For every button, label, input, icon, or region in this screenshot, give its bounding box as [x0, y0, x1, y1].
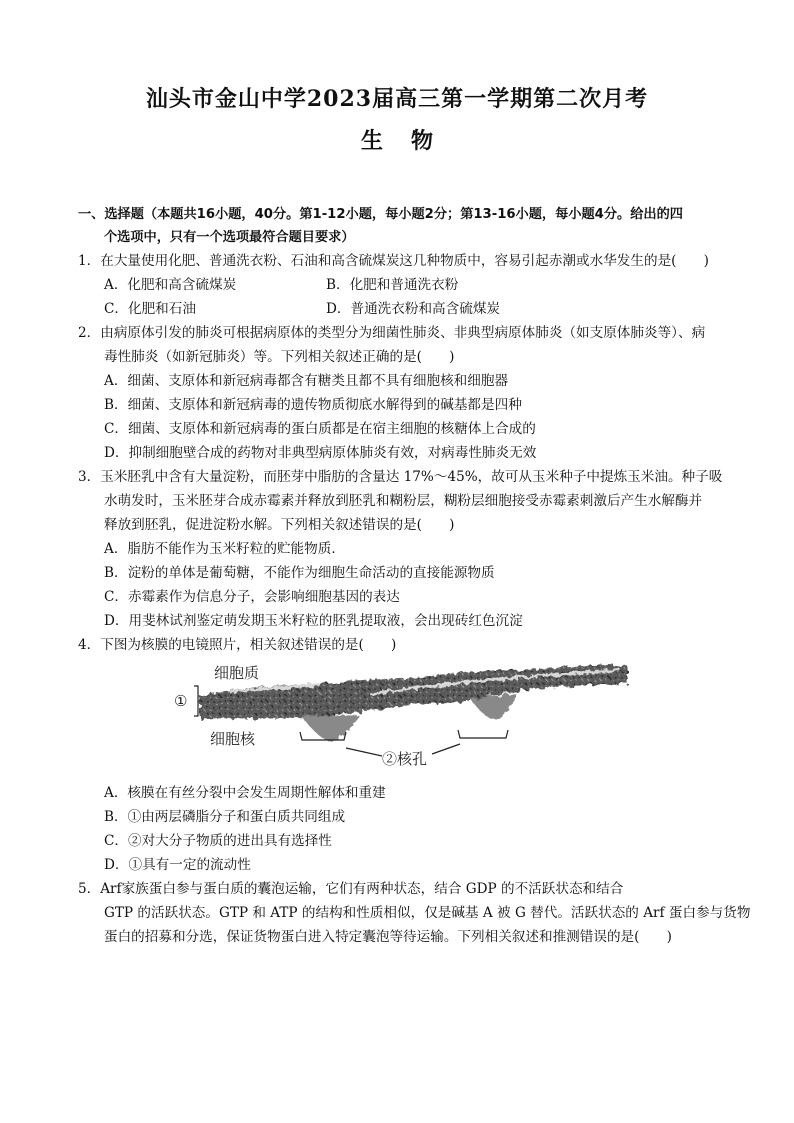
question-5-stem: 5．Arf家族蛋白参与蛋白质的囊泡运输，它们有两种状态，结合 GDP 的不活跃状态和结合	[78, 881, 624, 897]
question-1-option-b: B．化肥和普通洗衣粉	[326, 277, 459, 293]
section-heading-cont: 个选项中，只有一个选项最符合题目要求）	[104, 230, 355, 245]
question-2-option-c: C．细菌、支原体和新冠病毒的蛋白质都是在宿主细胞的核糖体上合成的	[104, 421, 536, 437]
question-5-stem-cont2: 蛋白的招募和分选，保证货物蛋白进入特定囊泡等待运输。下列相关叙述和推测错误的是( )	[104, 929, 672, 945]
question-4-option-a: A．核膜在有丝分裂中会发生周期性解体和重建	[104, 785, 386, 801]
question-3-option-d: D．用斐林试剂鉴定萌发期玉米籽粒的胚乳提取液，会出现砖红色沉淀	[104, 613, 523, 629]
label-nuclear-pore: ②核孔	[382, 750, 428, 768]
nuclear-membrane-micrograph	[170, 658, 630, 773]
pore-arrow-left	[346, 748, 382, 756]
question-2-option-a: A．细菌、支原体和新冠病毒都含有糖类且都不具有细胞核和细胞器	[104, 373, 509, 389]
question-3-stem-cont2: 释放到胚乳，促进淀粉水解。下列相关叙述错误的是( )	[104, 517, 455, 533]
subject-title: 生物	[360, 128, 461, 154]
question-4-option-d: D．①具有一定的流动性	[104, 857, 251, 873]
question-3-stem-cont1: 水萌发时，玉米胚芽合成赤霉素并释放到胚乳和糊粉层，糊粉层细胞接受赤霉素刺激后产生水解酶并	[104, 493, 703, 509]
label-circled-1: ①	[174, 692, 188, 710]
pore-bracket-right	[458, 730, 508, 738]
label-nucleus: 细胞核	[210, 730, 256, 748]
bracket-1	[194, 686, 198, 716]
membrane-band	[200, 665, 628, 742]
label-cytoplasm: 细胞质	[214, 664, 260, 682]
question-1-stem: 1．在大量使用化肥、普通洗衣粉、石油和高含硫煤炭这几种物质中，容易引起赤潮或水华发生的是( )	[78, 253, 709, 269]
question-4-option-c: C．②对大分子物质的进出具有选择性	[104, 833, 332, 849]
section-heading: 一、选择题（本题共16小题，40分。第1-12小题，每小题2分；第13-16小题，每小题4分。给出的四	[78, 207, 683, 222]
question-3-option-b: B．淀粉的单体是葡萄糖，不能作为细胞生命活动的直接能源物质	[104, 565, 495, 581]
question-3-option-a: A．脂肪不能作为玉米籽粒的贮能物质．	[104, 541, 345, 557]
pore-arrow-right	[432, 744, 460, 754]
question-2-stem-cont: 毒性肺炎（如新冠肺炎）等。下列相关叙述正确的是( )	[104, 349, 455, 365]
question-3-stem: 3．玉米胚乳中含有大量淀粉，而胚芽中脂肪的含量达 17%～45%，故可从玉米种子中提炼玉米油。种子吸	[78, 469, 723, 485]
question-4-stem: 4．下图为核膜的电镜照片，相关叙述错误的是( )	[78, 637, 397, 653]
question-1-option-c: C．化肥和石油	[104, 301, 196, 317]
question-2-stem: 2．由病原体引发的肺炎可根据病原体的类型分为细菌性肺炎、非典型病原体肺炎（如支原体肺炎等）、病	[78, 325, 706, 341]
question-3-option-c: C．赤霉素作为信息分子，会影响细胞基因的表达	[104, 589, 400, 605]
question-2-option-d: D．抑制细胞壁合成的药物对非典型病原体肺炎有效，对病毒性肺炎无效	[104, 445, 537, 461]
question-5-stem-cont1: GTP 的活跃状态。GTP 和 ATP 的结构和性质相似，仅是碱基 A 被 G 替代。活跃状态的 Arf 蛋白参与货物	[104, 905, 751, 921]
exam-title: 汕头市金山中学2023届高三第一学期第二次月考	[145, 86, 649, 112]
question-2-option-b: B．细菌、支原体和新冠病毒的遗传物质彻底水解得到的碱基都是四种	[104, 397, 522, 413]
question-4-option-b: B．①由两层磷脂分子和蛋白质共同组成	[104, 809, 346, 825]
question-1-option-a: A．化肥和高含硫煤炭	[104, 277, 237, 293]
question-1-option-d: D．普通洗衣粉和高含硫煤炭	[326, 301, 501, 317]
